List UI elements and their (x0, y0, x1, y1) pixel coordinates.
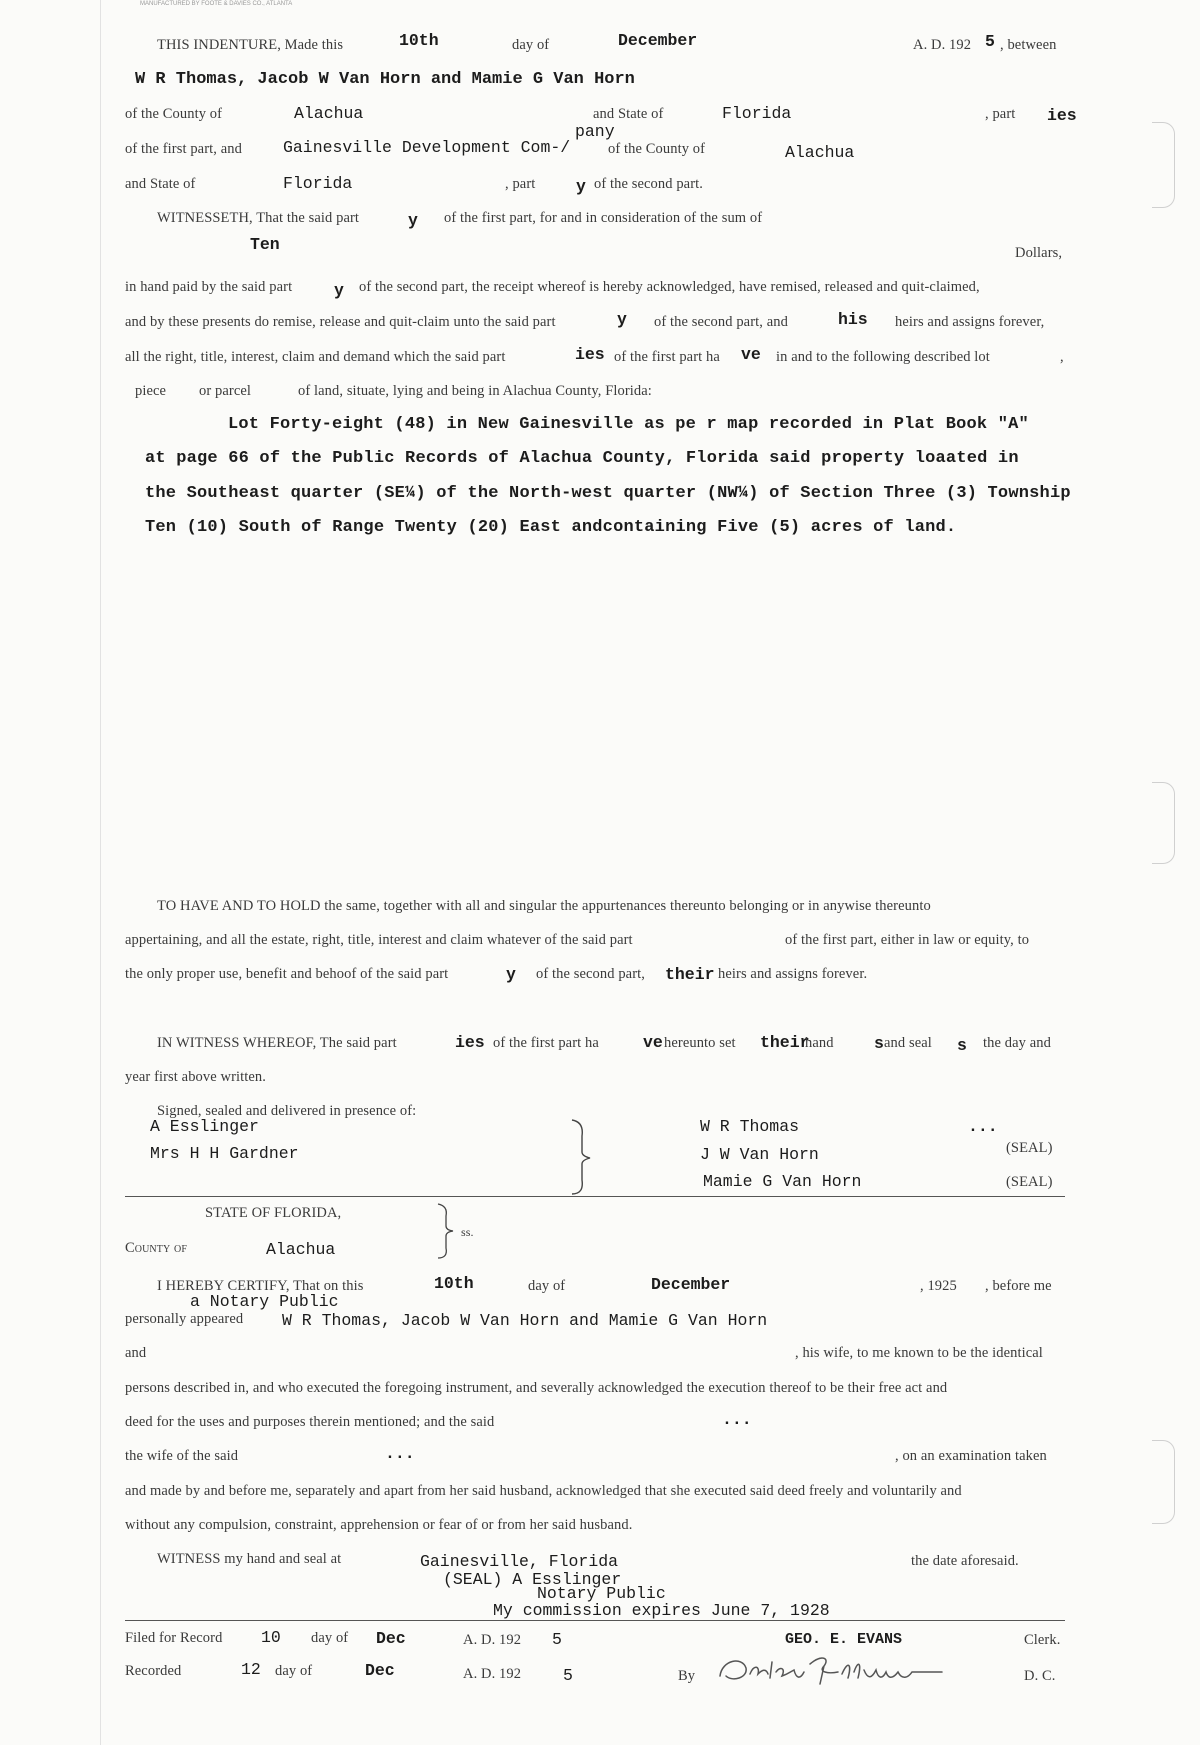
ack-line-5b: , on an examination taken (895, 1448, 1047, 1464)
ack-year: , 1925 (920, 1278, 957, 1294)
signer-3: Mamie G Van Horn (703, 1172, 862, 1191)
consideration-label: of the first part, for and in consideration of the sum of (444, 210, 763, 226)
made-label: THIS INDENTURE, Made this (157, 37, 344, 53)
sum-amount: Ten (250, 235, 280, 254)
body2-a: and by these presents do remise, release and quit-claim unto the said part (125, 314, 556, 330)
recorded-day: 12 (241, 1660, 261, 1679)
in-witness-f: the day and (983, 1035, 1051, 1051)
ack-day: 10th (434, 1274, 474, 1293)
in-witness-ve: ve (643, 1033, 663, 1052)
filed-label: Filed for Record (125, 1630, 223, 1646)
habendum-line-3c: heirs and assigns forever. (718, 966, 868, 982)
in-witness-a: IN WITNESS WHEREOF, The said part (157, 1035, 397, 1051)
ack-line-5a: the wife of the said (125, 1448, 239, 1464)
filed-ad: A. D. 192 (463, 1632, 522, 1648)
notary-seal-signature: (SEAL) A Esslinger (443, 1570, 622, 1589)
part-label-2: , part (505, 176, 536, 192)
ack-line-7: without any compulsion, constraint, apprehension or fear of or from her said husband. (125, 1517, 633, 1533)
in-witness-s1: s (874, 1034, 884, 1053)
signer-1: W R Thomas (700, 1117, 800, 1136)
date-aforesaid: the date aforesaid. (911, 1553, 1019, 1569)
county-label-2: of the County of (608, 141, 706, 157)
seal-dots: ... (968, 1117, 998, 1136)
part-suffix-1: ies (1047, 106, 1077, 125)
ack-county: Alachua (266, 1240, 336, 1259)
body3-ve: ve (741, 345, 761, 364)
ack-dots-1: ... (722, 1410, 752, 1429)
state-label-1: and State of (593, 106, 664, 122)
punch-hole-top (1152, 122, 1175, 208)
recorded-month: Dec (365, 1661, 395, 1680)
grantee-continuation: pany (575, 122, 615, 141)
punch-hole-middle (1152, 782, 1175, 864)
habendum-line-3a: the only proper use, benefit and behoof of the said part (125, 966, 449, 982)
ack-divider (125, 1196, 1065, 1197)
ack-place: Gainesville, Florida (420, 1552, 619, 1571)
in-witness-line-2: year first above written. (125, 1069, 267, 1085)
habendum-y: y (506, 965, 516, 984)
day-of-label: day of (512, 37, 550, 53)
clerk-name: GEO. E. EVANS (785, 1631, 903, 1648)
body3-b: of the first part ha (614, 349, 720, 365)
in-witness-their: their (760, 1033, 810, 1052)
indenture-month: December (618, 31, 698, 50)
witnesseth-suffix: y (408, 211, 418, 230)
signer-2: J W Van Horn (700, 1145, 819, 1164)
ack-brace (436, 1202, 456, 1260)
recorded-year: 5 (563, 1666, 573, 1685)
appeared-label: personally appeared (125, 1311, 244, 1327)
habendum-their: their (665, 965, 715, 984)
clerk-label: Clerk. (1024, 1632, 1061, 1648)
ack-county-label: County of (125, 1240, 187, 1256)
filing-divider (125, 1620, 1065, 1621)
county-label-1: of the County of (125, 106, 223, 122)
filed-day: 10 (261, 1628, 281, 1647)
ack-line-4: deed for the uses and purposes therein mentioned; and the said (125, 1414, 495, 1430)
body4-land: of land, situate, lying and being in Alachua County, Florida: (298, 383, 652, 399)
ack-before-me: , before me (985, 1278, 1052, 1294)
habendum-line-2b: of the first part, either in law or equity, to (785, 932, 1030, 948)
body3-ies: ies (575, 345, 605, 364)
seal-3: (SEAL) (1006, 1174, 1053, 1190)
ack-state: STATE OF FLORIDA, (205, 1205, 342, 1221)
ad-label: A. D. 192 (913, 37, 972, 53)
in-witness-d: hand (805, 1035, 834, 1051)
notary-title: Notary Public (537, 1584, 666, 1603)
recorded-label: Recorded (125, 1663, 182, 1679)
grantors: W R Thomas, Jacob W Van Horn and Mamie G Van Horn (135, 70, 635, 89)
in-witness-c: hereunto set (664, 1035, 736, 1051)
witness-hand-label: WITNESS my hand and seal at (157, 1551, 342, 1567)
body1-a: in hand paid by the said part (125, 279, 293, 295)
recorded-ad: A. D. 192 (463, 1666, 522, 1682)
indenture-year-digit: 5 (985, 32, 995, 51)
description-line-4: Ten (10) South of Range Twenty (20) East andcontaining Five (5) acres of land. (145, 518, 957, 537)
filed-year: 5 (552, 1630, 562, 1649)
body1-y: y (334, 281, 344, 300)
witness-1: A Esslinger (150, 1117, 259, 1136)
filed-month: Dec (376, 1629, 406, 1648)
witness-2: Mrs H H Gardner (150, 1144, 299, 1163)
body2-b: of the second part, and (654, 314, 788, 330)
body3-comma: , (1060, 349, 1064, 365)
grantee-county: Alachua (785, 143, 855, 162)
dollars-label: Dollars, (1015, 245, 1063, 261)
habendum-line-3b: of the second part, (536, 966, 646, 982)
first-part-label: of the first part, and (125, 141, 242, 157)
state-label-2: and State of (125, 176, 196, 192)
ack-dots-2: ... (385, 1444, 415, 1463)
recorded-day-of: day of (275, 1663, 313, 1679)
printer-line: MANUFACTURED BY FOOTE & DAVIES CO., ATLANTA (140, 1, 293, 7)
body4-piece: piece (135, 383, 167, 399)
grantee-name: Gainesville Development Com-/ (283, 138, 571, 157)
ack-day-of: day of (528, 1278, 566, 1294)
habendum-line-2a: appertaining, and all the estate, right, title, interest and claim whatever of the said part (125, 932, 633, 948)
ack-month: December (651, 1275, 731, 1294)
left-margin-line (100, 0, 101, 1745)
in-witness-ies: ies (455, 1033, 485, 1052)
body2-c: heirs and assigns forever, (895, 314, 1045, 330)
description-line-3: the Southeast quarter (SE¼) of the North-west quarter (NW¼) of Section Three (3) Township (145, 484, 1071, 503)
body3-c: in and to the following described lot (776, 349, 990, 365)
ack-and: and (125, 1345, 147, 1361)
body2-y: y (617, 310, 627, 329)
part-label-1: , part (985, 106, 1016, 122)
description-line-2: at page 66 of the Public Records of Alachua County, Florida said property loaated in (145, 449, 1019, 468)
grantor-county: Alachua (294, 104, 364, 123)
witnesseth-label: WITNESSETH, That the said part (157, 210, 360, 226)
between-label: , between (1000, 37, 1057, 53)
seal-2: (SEAL) (1006, 1140, 1053, 1156)
in-witness-s2: s (957, 1036, 967, 1055)
grantee-state: Florida (283, 174, 353, 193)
signed-label: Signed, sealed and delivered in presence of: (157, 1103, 417, 1119)
ack-line-6: and made by and before me, separately and apart from her said husband, acknowledged that she executed said deed freely and voluntarily and (125, 1483, 962, 1499)
body3-a: all the right, title, interest, claim and demand which the said part (125, 349, 506, 365)
ack-officer: a Notary Public (190, 1292, 339, 1311)
dc-label: D. C. (1024, 1668, 1056, 1684)
habendum-line-1: TO HAVE AND TO HOLD the same, together with all and singular the appurtenances thereunto belonging or in anywise thereunto (157, 898, 931, 914)
ack-ss: ss. (461, 1225, 474, 1239)
appeared-names: W R Thomas, Jacob W Van Horn and Mamie G Van Horn (282, 1311, 768, 1330)
in-witness-e: and seal (884, 1035, 932, 1051)
part-suffix-2: y (576, 177, 586, 196)
second-part-label: of the second part. (594, 176, 704, 192)
ack-wife-label: , his wife, to me known to be the identical (795, 1345, 1043, 1361)
ack-line-3: persons described in, and who executed the foregoing instrument, and severally acknowledged the execution thereof to be their free act and (125, 1380, 948, 1396)
body1-b: of the second part, the receipt whereof is hereby acknowledged, have remised, released and quit-claimed, (359, 279, 980, 295)
by-label: By (678, 1668, 696, 1684)
in-witness-b: of the first part ha (493, 1035, 599, 1051)
commission-expires: My commission expires June 7, 1928 (493, 1601, 830, 1620)
punch-hole-bottom (1152, 1440, 1175, 1524)
body4-parcel: or parcel (199, 383, 252, 399)
body2-his: his (838, 310, 868, 329)
signing-brace (570, 1118, 592, 1196)
description-line-1: Lot Forty-eight (48) in New Gainesville as pe r map recorded in Plat Book "A" (228, 415, 1029, 434)
filed-day-of: day of (311, 1630, 349, 1646)
grantor-state: Florida (722, 104, 792, 123)
indenture-day: 10th (399, 31, 439, 50)
deputy-clerk-signature (712, 1650, 1002, 1690)
certify-label: I HEREBY CERTIFY, That on this (157, 1278, 364, 1294)
